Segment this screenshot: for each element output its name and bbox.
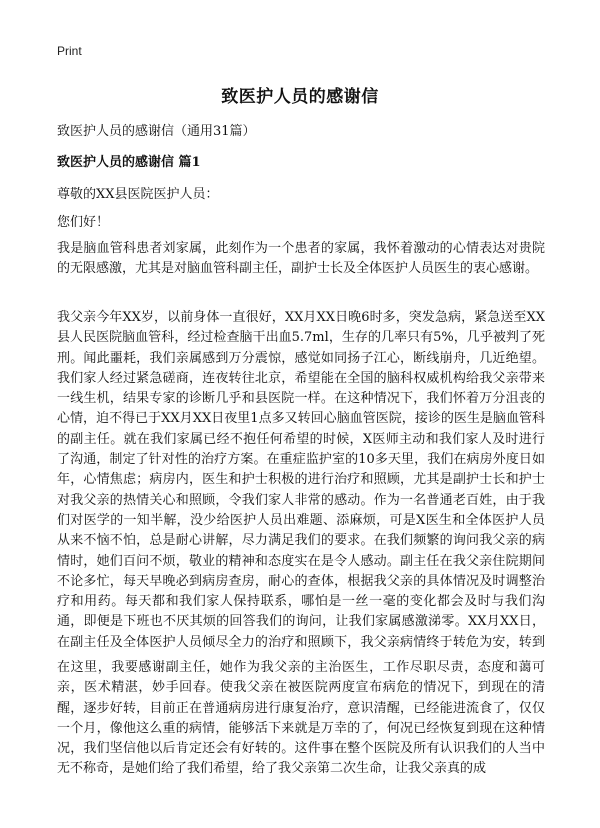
letter-salutation: 尊敬的XX县医院医护人员： (57, 187, 219, 202)
body-paragraph: 我父亲今年XX岁，以前身体一直很好，XX月XX日晚6时多，突发急病，紧急送至XX县人民医院脑血管科，经过检查脑干出血5.7ml，生存的几率只有5%，几乎被判了死刑。闻此噩耗，我们亲属感到万分震惊，感觉如同扬子江心，断线崩舟，几近绝望。我们家人经过紧急磋商，连夜转往北京，希望能在全国的脑科权威机构给我父亲带来一线生机，结果专家的诊断几乎和县医院一样。在这种情况下，我们怀着万分沮丧的心情，迫不得已于XX月XX日夜里1点多又转回心脑血管医院，接诊的医生是脑血管科的副主任。就在我们家属已经不抱任何希望的时候，X医师主动和我们家人及时进行了沟通，制定了针对性的治疗方案。在重症监护室的10多天里，我们在病房外度日如年，心情焦虑；病房内，医生和护士积极的进行治疗和照顾，尤其是副护士长和护士对我父亲的热情关心和照顾，令我们家人非常的感动。作为一名普通老百姓，由于我们对医学的一知半解，没少给医护人员出难题、添麻烦，可是X医生和全体医护人员从来不恼不怕，总是耐心讲解，尽力满足我们的要求。在我们频繁的询问我父亲的病情时，她们百问不烦，敬业的精神和态度实在是令人感动。副主任在我父亲住院期间不论多忙，每天早晚必到病房查房，耐心的查体，根据我父亲的具体情况及时调整治疗和用药。每天都和我们家人保持联系，哪怕是一丝一毫的变化都会及时与我们沟通，即便是下班也不厌其烦的回答我们的询问，让我们家属感激涕零。XX月XX日，在副主任及全体医护人员倾尽全力的治疗和照顾下，我父亲病情终于转危为安，转到 (57, 310, 545, 650)
document-title: 致医护人员的感谢信 (221, 87, 379, 107)
document-subtitle: 致医护人员的感谢信（通用31篇） (57, 124, 256, 139)
body-paragraph: 我是脑血管科患者刘家属，此刻作为一个患者的家属，我怀着激动的心情表达对贵院的无限感激，尤其是对脑血管科副主任，副护士长及全体医护人员医生的衷心感谢。 (57, 241, 545, 277)
body-paragraph: 在这里，我要感谢副主任，她作为我父亲的主治医生，工作尽职尽责，态度和蔼可亲，医术精湛，妙手回春。使我父亲在被医院两度宣布病危的情况下，到现在的清醒，逐步好转，目前正在普通病房进行康复治疗，意识清醒，已经能进流食了，仅仅一个月，像他这么重的病情，能够活下来就是万幸的了，何况已经恢复到现在这种情况，我们坚信他以后肯定还会有好转的。这件事在整个医院及所有认识我们的人当中无不称奇，是她们给了我们希望，给了我父亲第二次生命，让我父亲真的成 (57, 660, 545, 777)
letter-greeting: 您们好！ (57, 215, 110, 230)
print-link[interactable]: Print (57, 44, 82, 58)
section-heading: 致医护人员的感谢信 篇1 (57, 155, 201, 170)
